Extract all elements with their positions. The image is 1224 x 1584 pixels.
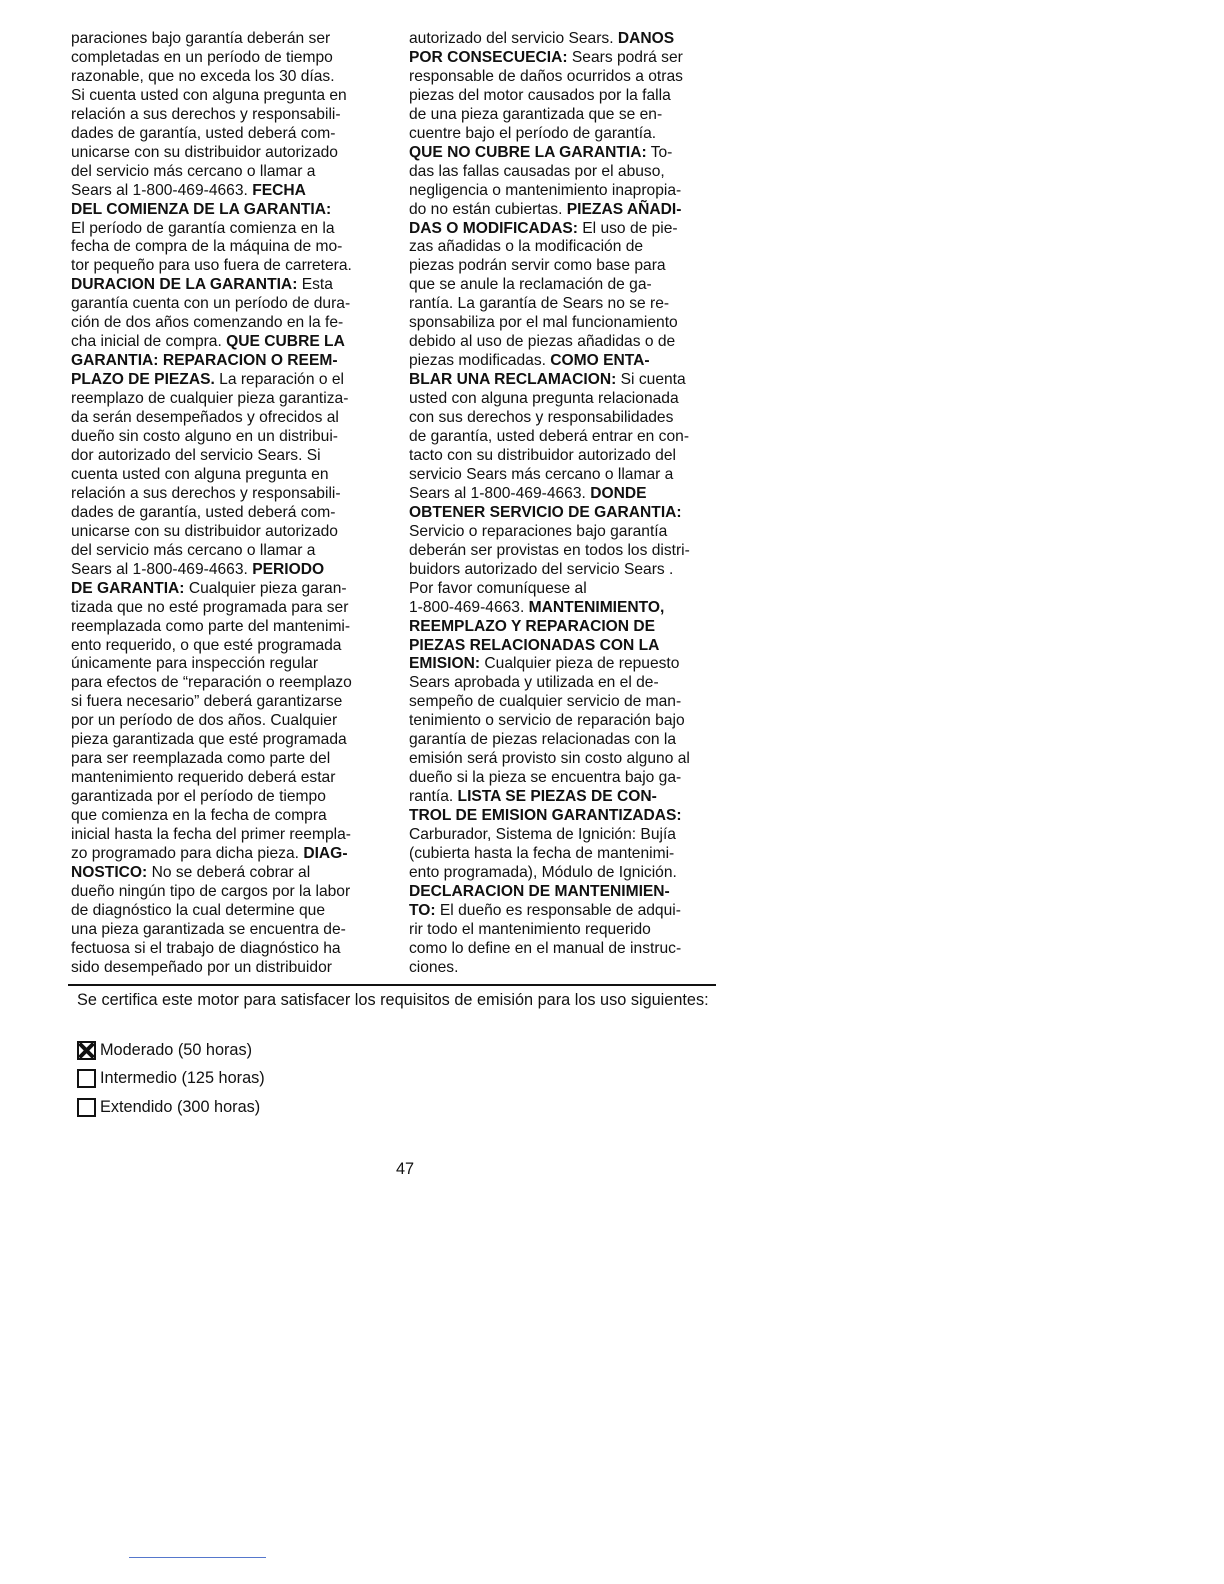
- text-line: [409, 144, 729, 163]
- bold-heading-run: DONDE: [590, 484, 647, 502]
- text-run: autorizado del servicio Sears.: [409, 30, 618, 47]
- text-line: [71, 485, 389, 504]
- usage-options: [77, 1040, 265, 1126]
- text-line: [409, 826, 729, 845]
- text-run: El uso de pie-: [577, 219, 678, 237]
- text-run: únicamente para inspección regular: [71, 655, 319, 673]
- text-line: [409, 864, 729, 883]
- text-run: tor pequeño para uso fuera de carretera.: [71, 257, 352, 275]
- text-run: de garantía, usted deberá entrar en con-: [409, 428, 690, 446]
- text-run: reemplazo de cualquier pieza garantiza-: [71, 390, 349, 408]
- text-run: dueño si la pieza se encuentra bajo ga-: [409, 769, 682, 787]
- text-run: ciones.: [409, 958, 459, 976]
- bold-heading-run: PIEZAS RELACIONADAS CON LA: [409, 636, 660, 654]
- certification-text: Se certifica este motor para satisfacer los requisitos de emisión para los uso siguientes:: [77, 991, 709, 1009]
- text-line: [71, 333, 389, 352]
- text-line: [409, 87, 729, 106]
- text-line: [71, 693, 389, 712]
- text-line: [71, 125, 389, 144]
- text-run: Si cuenta: [616, 371, 686, 389]
- text-run: que se anule la reclamación de ga-: [409, 276, 652, 294]
- text-run: sponsabiliza por el mal funcionamiento: [409, 314, 678, 332]
- checkbox-empty-icon: [77, 1098, 96, 1117]
- text-run: cuentre bajo el período de garantía.: [409, 124, 657, 142]
- text-line: [409, 769, 729, 788]
- option-moderado: [77, 1040, 265, 1060]
- text-run: do no están cubiertas.: [409, 200, 567, 218]
- text-line: [409, 655, 729, 674]
- bold-heading-run: QUE NO CUBRE LA GARANTIA:: [409, 143, 647, 161]
- text-run: mantenimiento requerido deberá estar: [71, 769, 336, 787]
- text-line: [409, 542, 729, 561]
- text-line: [71, 523, 389, 542]
- text-run: para ser reemplazada como parte del: [71, 750, 331, 768]
- text-run: piezas del motor causados por la falla: [409, 86, 671, 104]
- text-line: [71, 940, 389, 959]
- option-extendido: [77, 1097, 265, 1117]
- text-run: rantía.: [409, 788, 458, 806]
- text-run: La reparación o el: [214, 371, 344, 389]
- text-line: [71, 30, 389, 49]
- text-run: 1-800-469-4663.: [409, 598, 529, 616]
- text-run: debido al uso de piezas añadidas o de: [409, 333, 676, 351]
- text-line: [71, 580, 389, 599]
- checkbox-empty-icon: [77, 1069, 96, 1088]
- text-line: [409, 599, 729, 618]
- text-line: [409, 333, 729, 352]
- text-run: emisión será provisto sin costo alguno al: [409, 750, 690, 768]
- text-run: del servicio más cercano o llamar a: [71, 541, 316, 559]
- text-line: [71, 466, 389, 485]
- text-run: zas añadidas o la modificación de: [409, 238, 644, 256]
- text-line: [71, 712, 389, 731]
- checkbox-checked-icon: [77, 1041, 96, 1060]
- text-line: [71, 447, 389, 466]
- text-run: dades de garantía, usted deberá com-: [71, 503, 336, 521]
- text-line: [71, 257, 389, 276]
- text-line: [409, 731, 729, 750]
- text-run: zo programado para dicha pieza.: [71, 844, 304, 862]
- text-line: [71, 428, 389, 447]
- text-line: [409, 845, 729, 864]
- text-run: de diagnóstico la cual determine que: [71, 901, 325, 919]
- text-line: [409, 712, 729, 731]
- text-run: unicarse con su distribuidor autorizado: [71, 143, 338, 161]
- text-run: fectuosa si el trabajo de diagnóstico ha: [71, 939, 341, 957]
- text-line: [71, 845, 389, 864]
- text-line: [71, 883, 389, 902]
- text-line: [71, 409, 389, 428]
- bold-heading-run: LISTA SE PIEZAS DE CON-: [457, 788, 657, 806]
- text-run: El período de garantía comienza en la: [71, 219, 335, 237]
- text-line: [409, 201, 729, 220]
- bold-heading-run: DANOS: [617, 30, 675, 47]
- text-run: tizada que no esté programada para ser: [71, 598, 349, 616]
- right-column: [409, 30, 729, 978]
- text-line: [71, 390, 389, 409]
- text-line: [71, 49, 389, 68]
- bold-heading-run: COMO ENTA-: [550, 352, 650, 370]
- text-run: garantía de piezas relacionadas con la: [409, 731, 677, 749]
- bold-heading-run: NOSTICO:: [71, 863, 148, 881]
- text-run: Sears aprobada y utilizada en el de-: [409, 674, 659, 692]
- text-line: [71, 220, 389, 239]
- text-run: da serán desempeñados y ofrecidos al: [71, 409, 339, 427]
- text-run: To-: [646, 143, 673, 161]
- text-line: [409, 637, 729, 656]
- text-line: [409, 485, 729, 504]
- text-run: del servicio más cercano o llamar a: [71, 162, 316, 180]
- text-line: [409, 466, 729, 485]
- text-run: Sears al 1-800-469-4663.: [71, 181, 253, 199]
- section-divider: [68, 984, 716, 986]
- text-run: ción de dos años comenzando en la fe-: [71, 314, 344, 332]
- text-run: usted con alguna pregunta relacionada: [409, 390, 679, 408]
- text-run: para efectos de “reparación o reemplazo: [71, 674, 352, 692]
- text-line: [409, 276, 729, 295]
- text-run: buidors autorizado del servicio Sears .: [409, 560, 674, 578]
- text-run: dueño sin costo alguno en un distribui-: [71, 428, 339, 446]
- text-line: [409, 182, 729, 201]
- text-run: No se deberá cobrar al: [147, 863, 311, 881]
- text-line: [71, 87, 389, 106]
- text-run: una pieza garantizada se encuentra de-: [71, 920, 346, 938]
- bold-heading-run: OBTENER SERVICIO DE GARANTIA:: [409, 503, 682, 521]
- text-run: sempeño de cualquier servicio de man-: [409, 693, 682, 711]
- text-line: [71, 788, 389, 807]
- text-line: [71, 144, 389, 163]
- text-run: ento programada), Módulo de Ignición.: [409, 863, 677, 881]
- bold-heading-run: DEL COMIENZA DE LA GARANTIA:: [71, 200, 332, 218]
- text-line: [71, 504, 389, 523]
- text-line: [71, 637, 389, 656]
- text-line: [409, 390, 729, 409]
- text-run: que comienza en la fecha de compra: [71, 807, 327, 825]
- text-line: [409, 959, 729, 978]
- text-line: [409, 523, 729, 542]
- text-line: [409, 220, 729, 239]
- bold-heading-run: EMISION:: [409, 655, 481, 673]
- text-line: [409, 883, 729, 902]
- text-run: Por favor comuníquese al: [409, 579, 587, 597]
- text-run: por un período de dos años. Cualquier: [71, 712, 338, 730]
- text-line: [409, 314, 729, 333]
- text-line: [71, 902, 389, 921]
- text-run: Sears al 1-800-469-4663.: [409, 484, 591, 502]
- option-label: Extendido (300 horas): [100, 1097, 261, 1116]
- text-line: [409, 68, 729, 87]
- text-run: Esta: [297, 276, 333, 294]
- text-line: [71, 731, 389, 750]
- bold-heading-run: MANTENIMIENTO,: [528, 598, 665, 616]
- text-line: [71, 295, 389, 314]
- text-line: [409, 257, 729, 276]
- text-line: [409, 902, 729, 921]
- bold-heading-run: GARANTIA: REPARACION O REEM-: [71, 352, 338, 370]
- bold-heading-run: BLAR UNA RECLAMACION:: [409, 371, 617, 389]
- text-run: cha inicial de compra.: [71, 333, 227, 351]
- text-line: [409, 940, 729, 959]
- bold-heading-run: PERIODO: [252, 560, 325, 578]
- text-run: Cualquier pieza de repuesto: [480, 655, 680, 673]
- text-line: [409, 674, 729, 693]
- option-label: Moderado (50 horas): [100, 1040, 253, 1059]
- text-run: inicial hasta la fecha del primer reempla-: [71, 826, 351, 844]
- text-line: [409, 618, 729, 637]
- text-line: [409, 447, 729, 466]
- text-run: cuenta usted con alguna pregunta en: [71, 465, 329, 483]
- text-line: [71, 921, 389, 940]
- bold-heading-run: DAS O MODIFICADAS:: [409, 219, 578, 237]
- text-line: [71, 542, 389, 561]
- option-intermedio: [77, 1069, 265, 1089]
- bold-heading-run: POR CONSECUECIA:: [409, 48, 568, 66]
- text-line: [71, 959, 389, 978]
- text-line: [409, 106, 729, 125]
- text-line: [409, 295, 729, 314]
- text-run: responsable de daños ocurridos a otras: [409, 67, 683, 85]
- text-line: [409, 580, 729, 599]
- text-run: completadas en un período de tiempo: [71, 48, 333, 66]
- bold-heading-run: QUE CUBRE LA: [226, 333, 345, 351]
- text-run: dueño ningún tipo de cargos por la labor: [71, 882, 351, 900]
- text-run: relación a sus derechos y responsabili-: [71, 105, 341, 123]
- text-run: Sears podrá ser: [567, 48, 683, 66]
- bold-heading-run: DIAG-: [303, 844, 348, 862]
- text-run: tenimiento o servicio de reparación bajo: [409, 712, 685, 730]
- text-run: El dueño es responsable de adqui-: [435, 901, 681, 919]
- text-run: garantizada por el período de tiempo: [71, 788, 326, 806]
- text-line: [71, 674, 389, 693]
- text-line: [71, 276, 389, 295]
- text-line: [71, 314, 389, 333]
- text-run: pieza garantizada que esté programada: [71, 731, 347, 749]
- text-run: si fuera necesario” deberá garantizarse: [71, 693, 343, 711]
- text-line: [409, 238, 729, 257]
- text-line: [409, 693, 729, 712]
- text-run: dades de garantía, usted deberá com-: [71, 124, 336, 142]
- text-line: [71, 618, 389, 637]
- text-run: negligencia o mantenimiento inapropia-: [409, 181, 682, 199]
- bold-heading-run: DECLARACION DE MANTENIMIEN-: [409, 882, 670, 900]
- text-run: (cubierta hasta la fecha de mantenimi-: [409, 844, 675, 862]
- bold-heading-run: DURACION DE LA GARANTIA:: [71, 276, 298, 294]
- text-run: sido desempeñado por un distribuidor: [71, 958, 332, 976]
- text-line: [71, 826, 389, 845]
- text-run: das las fallas causadas por el abuso,: [409, 162, 665, 180]
- text-line: [71, 864, 389, 883]
- bold-heading-run: PIEZAS AÑADI-: [566, 200, 682, 218]
- text-run: Cualquier pieza garan-: [184, 579, 347, 597]
- text-run: como lo define en el manual de instruc-: [409, 939, 682, 957]
- text-run: razonable, que no exceda los 30 días.: [71, 67, 335, 85]
- text-line: [71, 201, 389, 220]
- text-run: garantía cuenta con un período de dura-: [71, 295, 351, 313]
- text-run: unicarse con su distribuidor autorizado: [71, 522, 338, 540]
- bold-heading-run: PLAZO DE PIEZAS.: [71, 371, 215, 389]
- text-line: [71, 163, 389, 182]
- text-line: [409, 921, 729, 940]
- text-run: fecha de compra de la máquina de mo-: [71, 238, 343, 256]
- text-line: [409, 788, 729, 807]
- text-line: [71, 238, 389, 257]
- text-line: [71, 561, 389, 580]
- text-run: Servicio o reparaciones bajo garantía: [409, 522, 668, 540]
- text-run: servicio Sears más cercano o llamar a: [409, 465, 674, 483]
- text-line: [409, 125, 729, 144]
- text-run: Carburador, Sistema de Ignición: Bujía: [409, 826, 676, 844]
- text-line: [71, 371, 389, 390]
- text-line: [409, 371, 729, 390]
- text-run: rir todo el mantenimiento requerido: [409, 920, 651, 938]
- text-run: piezas podrán servir como base para: [409, 257, 666, 275]
- text-run: Si cuenta usted con alguna pregunta en: [71, 86, 347, 104]
- text-line: [409, 504, 729, 523]
- text-line: [409, 409, 729, 428]
- bold-heading-run: REEMPLAZO Y REPARACION DE: [409, 617, 656, 635]
- text-line: [71, 68, 389, 87]
- text-run: tacto con su distribuidor autorizado del: [409, 446, 676, 464]
- text-run: reemplazada como parte del mantenimi-: [71, 617, 351, 635]
- text-line: [71, 182, 389, 201]
- text-line: [409, 428, 729, 447]
- text-run: rantía. La garantía de Sears no se re-: [409, 295, 670, 313]
- text-line: [409, 49, 729, 68]
- text-line: [409, 807, 729, 826]
- page-number: 47: [396, 1160, 415, 1178]
- bold-heading-run: TROL DE EMISION GARANTIZADAS:: [409, 807, 682, 825]
- text-run: deberán ser provistas en todos los distri-: [409, 541, 690, 559]
- text-run: paraciones bajo garantía deberán ser: [71, 30, 331, 47]
- text-run: con sus derechos y responsabilidades: [409, 409, 674, 427]
- scan-artifact-line: [129, 1557, 266, 1558]
- bold-heading-run: TO:: [409, 901, 436, 919]
- text-line: [71, 106, 389, 125]
- text-line: [71, 655, 389, 674]
- text-line: [71, 352, 389, 371]
- text-line: [409, 352, 729, 371]
- option-label: Intermedio (125 horas): [100, 1069, 265, 1087]
- left-column: [71, 30, 389, 978]
- text-run: dor autorizado del servicio Sears. Si: [71, 446, 321, 464]
- text-run: relación a sus derechos y responsabili-: [71, 484, 341, 502]
- text-run: Sears al 1-800-469-4663.: [71, 560, 253, 578]
- text-line: [71, 599, 389, 618]
- text-run: piezas modificadas.: [409, 352, 551, 370]
- text-line: [409, 561, 729, 580]
- text-run: de una pieza garantizada que se en-: [409, 105, 663, 123]
- text-line: [409, 163, 729, 182]
- bold-heading-run: DE GARANTIA:: [71, 579, 185, 597]
- text-line: [71, 750, 389, 769]
- text-run: ento requerido, o que esté programada: [71, 636, 342, 654]
- text-line: [409, 750, 729, 769]
- text-line: [409, 30, 729, 49]
- text-line: [71, 807, 389, 826]
- text-line: [71, 769, 389, 788]
- bold-heading-run: FECHA: [252, 181, 306, 199]
